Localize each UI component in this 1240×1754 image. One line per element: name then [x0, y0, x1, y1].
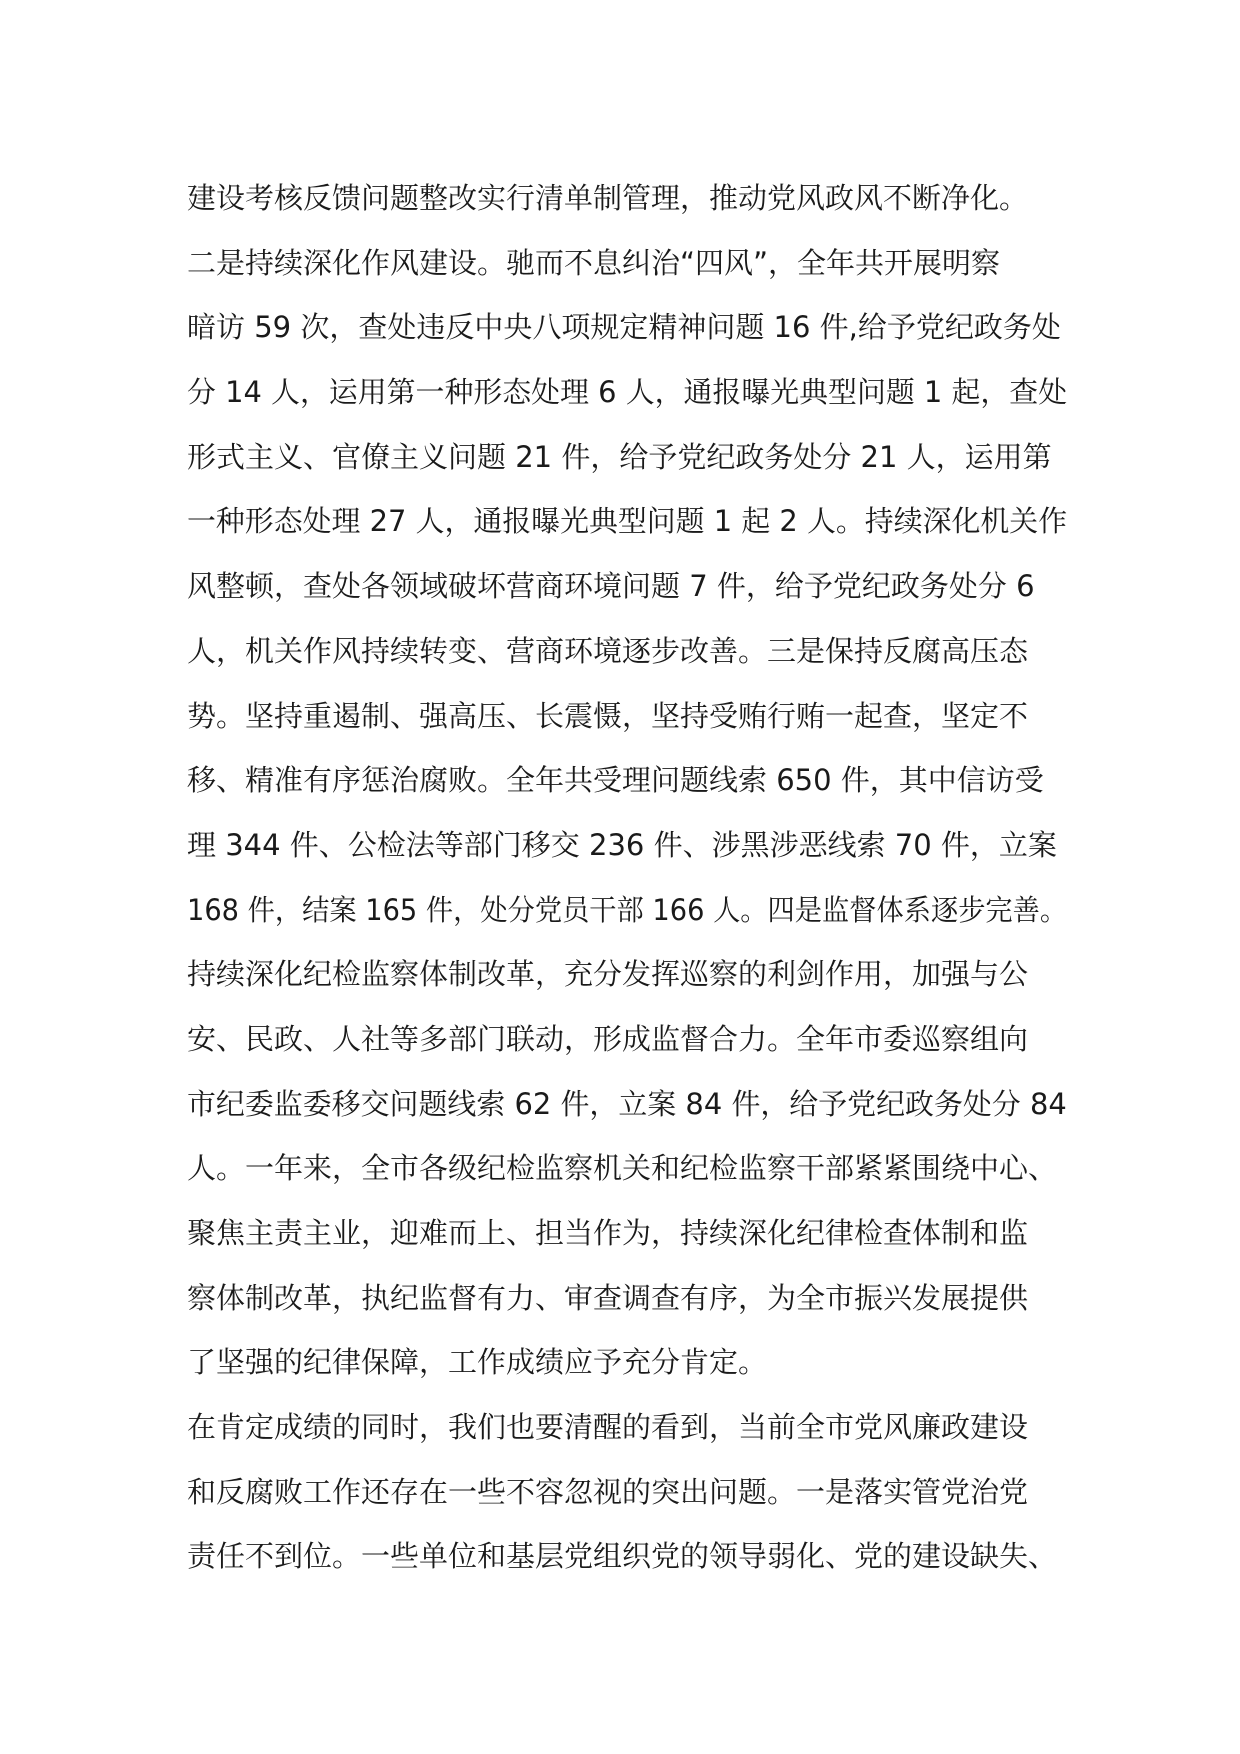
text-line: 责任不到位。一些单位和基层党组织党的领导弱化、党的建设缺失、: [187, 1539, 1058, 1574]
text-line: 人，机关作风持续转变、营商环境逐步改善。三是保持反腐高压态: [187, 633, 1029, 668]
text-line: 和反腐败工作还存在一些不容忽视的突出问题。一是落实管党治党: [187, 1474, 1029, 1509]
text-line: 在肯定成绩的同时，我们也要清醒的看到，当前全市党风廉政建设: [187, 1410, 1029, 1445]
text-line: 一种形态处理 27 人，通报曝光典型问题 1 起 2 人。持续深化机关作: [187, 504, 1068, 539]
body-text: [187, 166, 1067, 1589]
text-line: 分 14 人，运用第一种形态处理 6 人，通报曝光典型问题 1 起，查处: [187, 375, 1068, 410]
text-line: 察体制改革，执纪监督有力、审查调查有序，为全市振兴发展提供: [187, 1280, 1029, 1315]
text-line: 建设考核反馈问题整改实行清单制管理，推动党风政风不断净化。: [187, 181, 1029, 215]
text-line: 市纪委监委移交问题线索 62 件，立案 84 件，给予党纪政务处分 84: [187, 1086, 1067, 1121]
text-line: 二是持续深化作风建设。驰而不息纠治“四风”，全年共开展明察: [187, 245, 1001, 280]
text-line: 人。一年来，全市各级纪检监察机关和纪检监察干部紧紧围绕中心、: [187, 1151, 1058, 1186]
text-line: 168 件，结案 165 件，处分党员干部 166 人。四是监督体系逐步完善。: [187, 892, 1068, 927]
text-line: 安、民政、人社等多部门联动，形成监督合力。全年市委巡察组向: [187, 1021, 1029, 1056]
text-line: 暗访 59 次，查处违反中央八项规定精神问题 16 件,给予党纪政务处: [187, 310, 1061, 345]
text-line: 理 344 件、公检法等部门移交 236 件、涉黑涉恶线索 70 件，立案: [187, 827, 1057, 862]
text-line: 聚焦主责主业，迎难而上、担当作为，持续深化纪律检查体制和监: [187, 1216, 1029, 1250]
text-line: 形式主义、官僚主义问题 21 件，给予党纪政务处分 21 人，运用第: [187, 439, 1052, 474]
text-line: 移、精准有序惩治腐败。全年共受理问题线索 650 件，其中信访受: [187, 763, 1044, 798]
text-line: 持续深化纪检监察体制改革，充分发挥巡察的利剑作用，加强与公: [187, 957, 1029, 992]
text-line: 了坚强的纪律保障，工作成绩应予充分肯定。: [187, 1345, 768, 1380]
text-line: 势。坚持重遏制、强高压、长震慑，坚持受贿行贿一起查，坚定不: [187, 698, 1029, 733]
text-line: 风整顿，查处各领域破坏营商环境问题 7 件，给予党纪政务处分 6: [187, 569, 1035, 604]
